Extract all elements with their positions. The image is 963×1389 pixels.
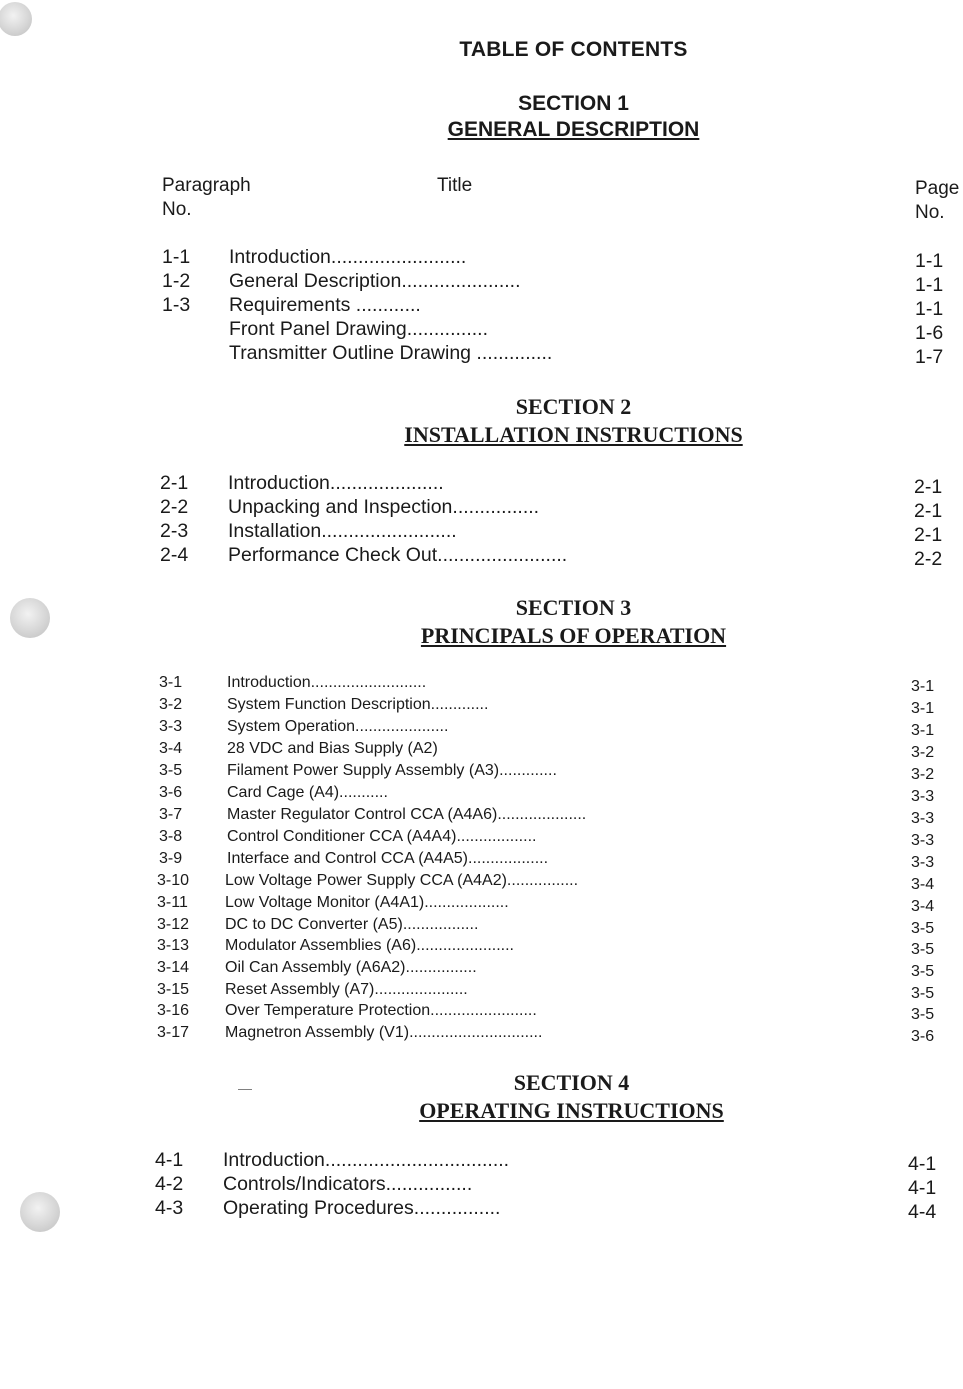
section-number: SECTION 1 xyxy=(518,92,629,115)
section-number: SECTION 4 xyxy=(513,1070,630,1095)
section-name: PRINCIPALS OF OPERATION xyxy=(420,623,727,648)
title-column-header: Title xyxy=(437,175,473,196)
document-page: TABLE OF CONTENTS SECTION 1 GENERAL DESCRIPTION Paragraph No. Title Page No. 1-1 Introduction......................... 1-1 1-2 General Description...................... 1-1 1-3 Requirements ............ 1-1 Front Panel Drawing............... 1-6 Transmitter Outline Drawing .............. 1-7 SECTION 2 INSTALLATION INSTRUCTIONS 2-1 Introduction..................... 2-1 2-2 Unpacking and Inspection................ 2-1 2-3 Installation......................... 2-1 2-4 Performance Check Out........................ 2-2 SECTION 3 PRINCIPALS OF OPERATION 3-1 Introduction.......................... 3-1 3-2 System Function Description............. 3-1 3-3 System Operation..................... 3-1 3-4 28 VDC and Bias Supply (A2) 3-2 3-5 Filament Power Supply Assembly (A3)............. 3-2 3-6 Card Cage (A4)........... 3-3 3-7 Master Regulator Control CCA (A4A6).................... 3-3 3-8 Control Conditioner CCA (A4A4).................. 3-3 3-9 Interface and Control CCA (A4A5).................. 3-3 3-10 Low Voltage Power Supply CCA (A4A2)................ 3-4 3-11 Low Voltage Monitor (A4A1)................... 3-4 3-12 DC to DC Converter (A5)................. 3-5 3-13 Modulator Assemblies (A6)...................... 3-5 3-14 Oil Can Assembly (A6A2)................ 3-5 3-15 Reset Assembly (A7)..................... 3-5 3-16 Over Temperature Protection........................ 3-5 3-17 Magnetron Assembly (V1).............................. 3-6 — SECTION 4 OPERATING INSTRUCTIONS 4-1 Introduction.................................. 4-1 4-2 Controls/Indicators................ 4-1 4-3 Operating Procedures................ 4-4 xyxy=(0,0,963,1389)
section-name: OPERATING INSTRUCTIONS xyxy=(419,1098,724,1123)
section-1-header xyxy=(0,92,963,142)
section-number: SECTION 2 xyxy=(515,394,632,419)
section-3-header xyxy=(0,595,963,649)
section-number: SECTION 3 xyxy=(515,595,632,620)
paragraph-column-header xyxy=(162,174,251,222)
section-2-header xyxy=(0,394,963,448)
paragraph-no-label: No. xyxy=(162,199,192,220)
page-title: TABLE OF CONTENTS xyxy=(459,38,688,61)
section-name: INSTALLATION INSTRUCTIONS xyxy=(404,422,743,447)
page-column-header xyxy=(915,177,959,225)
punch-hole-icon xyxy=(0,2,32,36)
section-name: GENERAL DESCRIPTION xyxy=(447,118,700,141)
stray-mark: — xyxy=(238,1080,252,1096)
section-4-header xyxy=(0,1070,963,1124)
paragraph-header-label: Paragraph xyxy=(162,175,251,196)
page-no-label: No. xyxy=(915,202,945,223)
punch-hole-icon xyxy=(20,1192,60,1232)
page-header-label: Page xyxy=(915,178,960,199)
